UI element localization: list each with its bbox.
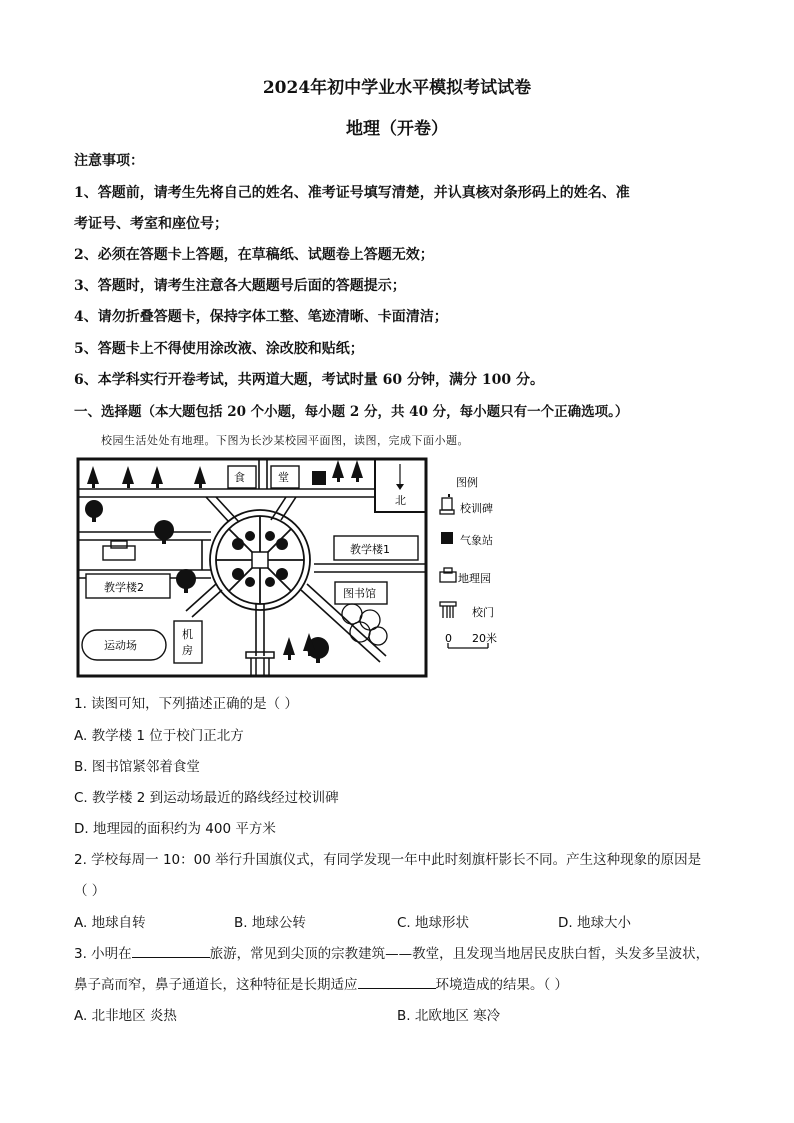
scale-value: 20米 bbox=[472, 632, 497, 645]
legend-item-stele: 校训碑 bbox=[460, 502, 493, 515]
map-label-building1: 教学楼1 bbox=[350, 543, 390, 556]
map-label-canteen: 食 bbox=[234, 471, 245, 484]
notice-item: 3、答题时，请考生注意各大题题号后面的答题提示； bbox=[74, 278, 406, 294]
question-option: A. 地球自转 bbox=[74, 915, 146, 931]
notice-item: 2、必须在答题卡上答题，在草稿纸、试题卷上答题无效； bbox=[74, 247, 434, 263]
campus-map bbox=[76, 456, 466, 680]
legend-item-gate: 校门 bbox=[472, 606, 494, 619]
question-option: D. 地球大小 bbox=[558, 915, 631, 931]
map-label-machine-room: 机 bbox=[182, 628, 193, 641]
map-label-building2: 教学楼2 bbox=[104, 581, 144, 594]
notice-item: 考证号、考室和座位号； bbox=[74, 216, 228, 232]
notice-heading: 注意事项： bbox=[74, 153, 144, 169]
stele-icon bbox=[440, 494, 454, 514]
legend-item-weather: 气象站 bbox=[460, 534, 493, 547]
question-option: A. 教学楼 1 位于校门正北方 bbox=[74, 728, 244, 744]
notice-item: 1、答题前，请考生先将自己的姓名、准考证号填写清楚，并认真核对条形码上的姓名、准 bbox=[74, 185, 630, 201]
answer-blank bbox=[358, 976, 436, 989]
page-subtitle: 地理（开卷） bbox=[346, 119, 448, 139]
weather-station-icon bbox=[441, 532, 453, 544]
page-title: 2024年初中学业水平模拟考试试卷 bbox=[262, 78, 532, 98]
answer-blank bbox=[132, 945, 210, 958]
gate-icon bbox=[440, 602, 456, 618]
question-option: B. 图书馆紧邻着食堂 bbox=[74, 759, 200, 775]
question-option: A. 北非地区 炎热 bbox=[74, 1008, 177, 1024]
question-stem: 2. 学校每周一 10：00 举行升国旗仪式，有同学发现一年中此时刻旗杆影长不同。产生这种现象的原因是 bbox=[74, 852, 702, 868]
question-stem-cont: （ ） bbox=[74, 883, 106, 899]
legend-item-garden: 地理园 bbox=[458, 572, 491, 585]
question-option: B. 北欧地区 寒冷 bbox=[397, 1008, 501, 1024]
notice-item: 6、本学科实行开卷考试，共两道大题，考试时量 60 分钟，满分 100 分。 bbox=[74, 372, 544, 388]
map-legend bbox=[436, 472, 536, 652]
notice-item: 4、请勿折叠答题卡，保持字体工整、笔迹清晰、卡面清洁； bbox=[74, 309, 448, 325]
question-option: C. 教学楼 2 到运动场最近的路线经过校训碑 bbox=[74, 790, 339, 806]
question-stem: 1. 读图可知，下列描述正确的是（ ） bbox=[74, 696, 298, 712]
section-heading: 一、选择题（本大题包括 20 个小题，每小题 2 分，共 40 分，每小题只有一个正确选项。） bbox=[74, 404, 629, 420]
map-label-north: 北 bbox=[395, 494, 406, 507]
question-option: D. 地理园的面积约为 400 平方米 bbox=[74, 821, 276, 837]
question-stem: 3. 小明在 旅游，常见到尖顶的宗教建筑——教堂，且发现当地居民皮肤白皙，头发多呈波状， bbox=[74, 946, 710, 962]
scale-zero: 0 bbox=[445, 632, 452, 645]
notice-item: 5、答题卡上不得使用涂改液、涂改胶和贴纸； bbox=[74, 341, 364, 357]
map-label-playground: 运动场 bbox=[104, 639, 137, 652]
question-option: B. 地球公转 bbox=[234, 915, 306, 931]
map-label-canteen: 堂 bbox=[278, 471, 289, 484]
section-intro: 校园生活处处有地理。下图为长沙某校园平面图，读图，完成下面小题。 bbox=[101, 434, 469, 447]
legend-title: 图例 bbox=[456, 476, 478, 489]
map-label-machine-room: 房 bbox=[182, 644, 193, 657]
garden-icon bbox=[440, 568, 456, 582]
map-label-library: 图书馆 bbox=[343, 587, 376, 600]
question-stem-cont: 鼻子高而窄，鼻子通道长，这种特征是长期适应 环境造成的结果。（ ） bbox=[74, 977, 569, 993]
question-option: C. 地球形状 bbox=[397, 915, 470, 931]
